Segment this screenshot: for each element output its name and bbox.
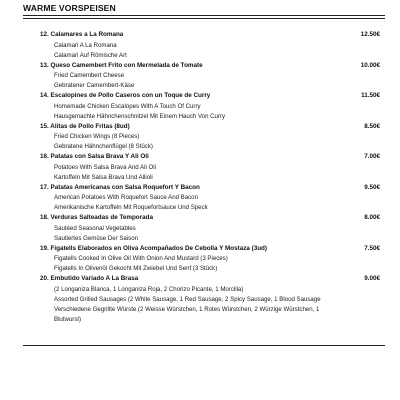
menu-item-title [40, 152, 149, 163]
menu-item-title [40, 213, 153, 224]
menu-item-heading [40, 244, 380, 255]
menu-item-number: 15. [40, 122, 49, 130]
menu-item-number: 17. [40, 183, 49, 191]
menu-item [40, 61, 380, 92]
menu-item-title [40, 244, 267, 255]
menu-item-description: Amerikanische Kartoffeln Mit Roquefortsauce Und Speck [54, 204, 208, 211]
menu-item-heading [40, 61, 380, 72]
menu-item-description: Hausgemachte Hähnchenschnitzel Mit Einem Hauch Von Curry [54, 112, 226, 120]
menu-item-description: American Potatoes With Roquefort Sauce And Bacon [54, 194, 198, 201]
menu-item-number: 20. [40, 275, 49, 282]
menu-item [40, 91, 380, 122]
section-rule-bottom [23, 18, 385, 19]
menu-item-name: Alitas de Pollo Fritas (8ud) [50, 122, 130, 130]
menu-item-description: Fried Camembert Cheese [54, 72, 125, 79]
menu-item-description: Kartoffeln Mit Salsa Brava Und Allioli [54, 173, 153, 181]
section-title: WARME VORSPEISEN [23, 3, 116, 13]
menu-item-name: Patatas Americanas con Salsa Roquefort Y Bacon [50, 183, 200, 191]
menu-item-description: Fried Chicken Wings (8 Pieces) [54, 133, 140, 140]
menu-item-description: Sautiertes Gemüse Der Saison [54, 234, 138, 242]
menu-item-heading [40, 213, 380, 224]
menu-item-title [40, 61, 203, 72]
menu-item-name: Queso Camembert Frito con Mermelada de Tomate [50, 61, 203, 69]
menu-item-name: Escalopines de Pollo Caseros con un Toque de Curry [50, 92, 211, 99]
menu-item-heading [40, 274, 380, 285]
menu-item [40, 244, 380, 275]
section-rule-top [23, 15, 385, 16]
menu-item-price: 7.00€ [364, 153, 380, 160]
menu-item-description: Figatells Cooked In Olive Oil With Onion And Mustard (3 Pieces) [54, 255, 228, 262]
menu-item-name: Verduras Salteadas de Temporada [50, 214, 153, 221]
menu-item-title [40, 183, 200, 194]
menu-item-heading [40, 30, 380, 41]
menu-item-price: 8.50€ [364, 122, 380, 130]
menu-item [40, 213, 380, 244]
menu-item-name: Embutido Variado A La Brasa [50, 275, 139, 282]
menu-item-price: 9.50€ [364, 183, 380, 191]
menu-item-name: Figatells Elaborados en Oliva Acompañados De Cebolla Y Mostaza (3ud) [50, 244, 267, 252]
menu-item [40, 152, 380, 183]
menu-item-price: 9.00€ [364, 275, 380, 282]
menu-item-description: Assorted Grilled Sausages (2 White Sausage, 1 Red Sausage, 2 Spicy Sausage, 1 Blood Sausage [54, 295, 321, 303]
menu-item-price: 12.50€ [360, 31, 380, 38]
menu-item-title [40, 91, 210, 102]
menu-list [40, 30, 380, 325]
menu-item-number: 13. [40, 61, 49, 69]
footer-rule [23, 345, 385, 346]
menu-item-description: Calamari A La Romana [54, 41, 117, 49]
menu-item-description: Gebratene Hähnchenflügel (8 Stück) [54, 143, 153, 150]
menu-item-price: 7.50€ [364, 244, 380, 252]
menu-item-number: 14. [40, 92, 49, 99]
menu-item-description: Gebratener Camembert-Käse [54, 82, 135, 89]
menu-item-title [40, 30, 123, 41]
menu-item-heading [40, 183, 380, 194]
menu-item-description: Potatoes With Salsa Brava And Ali Oli [54, 163, 156, 171]
menu-item-description: Figatells In Olivenöl Gekocht Mit Zwiebel Und Senf (3 Stück) [54, 265, 218, 272]
menu-item-heading [40, 122, 380, 133]
menu-item-number: 19. [40, 244, 49, 252]
menu-item [40, 274, 380, 325]
menu-item-description: (2 Longaniza Blanca, 1 Longaniza Roja, 2 Chorizo Picante, 1 Morcilla) [54, 285, 244, 293]
menu-item-price: 11.50€ [361, 92, 380, 99]
menu-item-name: Patatas con Salsa Brava Y Ali Oli [50, 153, 149, 160]
menu-item-name: Calamares a La Romana [50, 31, 124, 38]
menu-item-title [40, 274, 138, 285]
menu-item-price: 10.00€ [360, 61, 380, 69]
menu-item-description: Verschiedene Gegrillte Würste (2 Weisse Würstchen, 1 Rotes Würstchen, 2 Würzige Würstchen, 1 [54, 305, 320, 313]
menu-item-heading [40, 91, 380, 102]
menu-item [40, 122, 380, 153]
menu-item [40, 183, 380, 214]
menu-item-description: Blutwurst) [54, 315, 82, 323]
menu-item-description: Homemade Chicken Escalopes With A Touch Of Curry [54, 102, 201, 110]
menu-item-price: 8.00€ [364, 214, 380, 221]
menu-item-description: Sautéed Seasonal Vegetables [54, 224, 136, 232]
menu-item-heading [40, 152, 380, 163]
menu-item [40, 30, 380, 61]
menu-item-number: 16. [40, 153, 49, 160]
menu-item-description: Calamari Auf Römische Art [54, 51, 127, 59]
menu-item-number: 12. [40, 31, 49, 38]
menu-item-title [40, 122, 130, 133]
menu-item-number: 18. [40, 214, 49, 221]
